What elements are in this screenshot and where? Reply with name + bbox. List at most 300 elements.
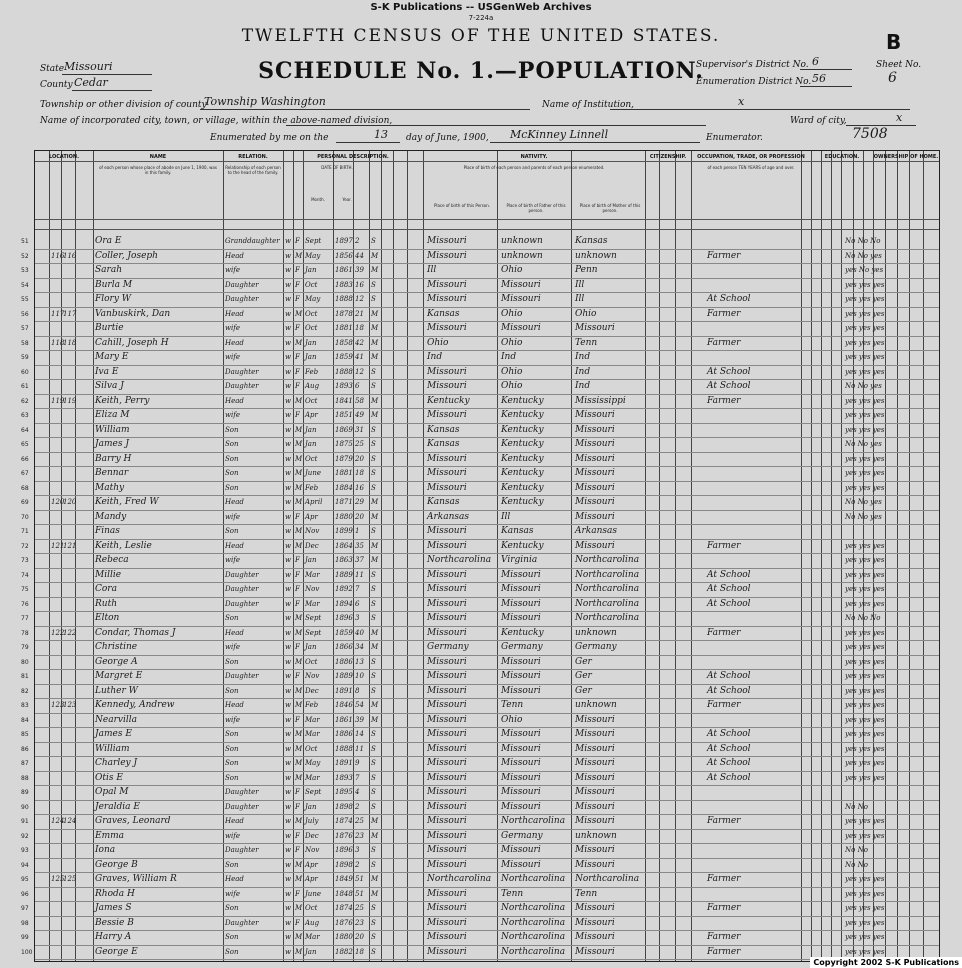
cell-m: Jan: [305, 425, 317, 434]
cell-name: Ruth: [95, 598, 117, 609]
cell-bm: Northcarolina: [575, 555, 640, 565]
cell-bm: Missouri: [575, 439, 615, 449]
cell-c: w: [285, 817, 291, 825]
cell-occ: Farmer: [707, 932, 741, 942]
cell-name: Graves, William R: [95, 874, 177, 884]
row-number: 52: [21, 252, 29, 260]
cell-ms: M: [371, 556, 379, 564]
cell-bm: Ind: [575, 366, 591, 377]
cell-ms: M: [371, 324, 379, 332]
cell-m: Mar: [305, 933, 320, 941]
cell-a: 23: [355, 831, 364, 840]
cell-bp: Missouri: [427, 685, 467, 696]
cell-m: Apr: [305, 512, 318, 521]
cell-name: Harry A: [95, 932, 132, 942]
cell-occ: Farmer: [707, 874, 741, 884]
cell-rel: Daughter: [225, 295, 259, 303]
cell-occ: Farmer: [707, 627, 741, 638]
cell-bp: Missouri: [427, 453, 467, 464]
cell-bf: Missouri: [501, 569, 541, 580]
cell-s: F: [295, 367, 300, 376]
cell-bf: Missouri: [501, 845, 541, 855]
cell-dw: 119: [51, 396, 65, 405]
cell-rel: Son: [225, 730, 239, 738]
cell-bp: Kansas: [427, 497, 460, 507]
row-number: 81: [21, 673, 29, 680]
cell-ms: M: [371, 498, 379, 506]
cell-bm: Ger: [575, 685, 592, 696]
cell-name: Millie: [95, 569, 122, 580]
cell-y: 1886: [335, 730, 353, 738]
cell-c: w: [285, 367, 291, 376]
cell-m: June: [305, 889, 321, 898]
cell-bf: Kentucky: [501, 627, 544, 638]
cell-rel: Head: [225, 498, 244, 506]
cell-m: Sept: [305, 237, 322, 245]
cell-ms: S: [371, 469, 376, 477]
cell-ed: yes yes yes: [845, 759, 885, 767]
cell-ms: S: [371, 730, 376, 738]
cell-s: F: [295, 382, 300, 390]
cell-bf: Kentucky: [501, 468, 544, 478]
cell-rel: Son: [225, 759, 239, 767]
row-number: 69: [21, 499, 29, 506]
cell-occ: Farmer: [707, 700, 741, 710]
cell-m: Oct: [305, 396, 318, 405]
cell-a: 34: [355, 643, 364, 651]
cell-occ: At School: [707, 366, 751, 377]
cell-ms: S: [371, 237, 376, 245]
cell-name: Flory W: [95, 294, 132, 304]
row-number: 96: [21, 890, 29, 898]
cell-rel: Head: [225, 338, 244, 347]
cell-bp: Missouri: [427, 787, 467, 797]
cell-a: 9: [355, 759, 360, 767]
cell-bp: Missouri: [427, 627, 467, 638]
cell-c: w: [285, 875, 291, 883]
cell-m: Jan: [305, 947, 317, 956]
cell-rel: Head: [225, 251, 244, 260]
cell-a: 42: [355, 338, 364, 347]
cell-s: M: [295, 527, 303, 535]
group-ownership: OWNERSHIP OF HOME.: [873, 154, 939, 160]
cell-bf: Kentucky: [501, 395, 544, 406]
cell-ed: yes yes yes: [845, 324, 885, 332]
cell-ed: yes No yes: [845, 266, 884, 274]
cell-name: Keith, Perry: [95, 395, 150, 406]
cell-rel: Daughter: [225, 918, 259, 927]
cell-m: Feb: [305, 367, 319, 376]
cell-y: 1880: [335, 933, 353, 941]
cell-name: James E: [95, 729, 132, 739]
cell-ms: M: [371, 701, 379, 709]
group-relation: RELATION.: [238, 154, 268, 160]
stamp-number: 7508: [852, 126, 888, 142]
cell-bp: Missouri: [427, 772, 467, 783]
birth-father-note: Place of birth of Father of this person.: [506, 203, 566, 213]
row-number: 68: [21, 484, 29, 492]
cell-bp: Missouri: [427, 294, 467, 304]
cell-bm: Missouri: [575, 511, 615, 522]
cell-dw: 116: [51, 251, 65, 260]
cell-s: F: [295, 353, 300, 361]
row-number: 97: [21, 905, 29, 912]
cell-bp: Ind: [427, 352, 443, 362]
cell-rel: Head: [225, 309, 244, 318]
row-number: 71: [21, 528, 29, 535]
cell-s: F: [295, 570, 300, 579]
row-number: 64: [21, 426, 29, 434]
cell-m: Jan: [305, 556, 317, 564]
cell-bm: Tenn: [575, 888, 598, 899]
cell-m: June: [305, 469, 321, 477]
cell-bp: Missouri: [427, 743, 467, 754]
cell-ed: yes yes yes: [845, 396, 885, 405]
cell-name: Mary E: [95, 352, 129, 362]
cell-s: M: [295, 251, 303, 260]
cell-bf: Northcarolina: [501, 932, 566, 942]
cell-a: 3: [355, 846, 360, 854]
row-number: 99: [21, 934, 29, 941]
publisher-sub: 7-224a: [468, 14, 494, 22]
group-personal: PERSONAL DESCRIPTION.: [317, 154, 389, 160]
relation-note: Relationship of each person to the head of the family.: [225, 165, 281, 175]
row-number: 70: [21, 513, 29, 521]
cell-c: w: [285, 324, 291, 332]
cell-ms: S: [371, 367, 376, 376]
cell-y: 1898: [335, 860, 353, 869]
group-education: EDUCATION.: [824, 154, 860, 160]
cell-m: Mar: [305, 773, 320, 782]
cell-a: 7: [355, 585, 360, 593]
cell-s: M: [295, 904, 303, 912]
cell-ed: yes yes yes: [845, 338, 885, 347]
cell-ed: No No: [845, 846, 868, 854]
cell-ms: S: [371, 599, 376, 608]
cell-m: Mar: [305, 730, 320, 738]
cell-a: 12: [355, 295, 364, 303]
row-number: 100: [21, 948, 33, 956]
cell-c: w: [285, 309, 291, 318]
cell-a: 29: [355, 498, 364, 506]
row-number: 55: [21, 296, 29, 303]
cell-rel: Son: [225, 614, 239, 622]
cell-bf: Virginia: [501, 555, 538, 565]
cell-y: 1898: [335, 802, 353, 811]
cell-ed: yes yes yes: [845, 454, 885, 463]
cell-ms: M: [371, 512, 379, 521]
schedule-letter: B: [886, 30, 902, 54]
cell-ms: M: [371, 817, 379, 825]
cell-ed: No No yes: [845, 382, 882, 390]
cell-fam: 121: [63, 541, 77, 550]
cell-bf: Missouri: [501, 787, 541, 797]
cell-c: w: [285, 628, 291, 637]
cell-ed: No No yes: [845, 498, 882, 506]
cell-y: 1882: [335, 947, 353, 956]
cell-bm: Missouri: [575, 323, 615, 333]
cell-a: 39: [355, 715, 364, 724]
cell-bf: Missouri: [501, 801, 541, 812]
cell-occ: At School: [707, 381, 751, 391]
cell-rel: wife: [225, 411, 240, 419]
name-note: of each person whose place of abode on June 1, 1900, was in this family.: [99, 165, 217, 175]
cell-a: 25: [355, 904, 364, 912]
cell-s: F: [295, 672, 300, 680]
cell-s: M: [295, 440, 303, 448]
cell-a: 12: [355, 367, 364, 376]
cell-bm: Ger: [575, 656, 592, 667]
cell-a: 25: [355, 817, 364, 825]
cell-bp: Missouri: [427, 584, 467, 594]
cell-bp: Missouri: [427, 656, 467, 667]
cell-y: 1892: [335, 585, 353, 593]
row-number: 63: [21, 412, 29, 419]
cell-name: Coller, Joseph: [95, 250, 158, 261]
cell-c: w: [285, 599, 291, 608]
cell-ed: No No yes: [845, 440, 882, 448]
cell-ms: S: [371, 527, 376, 535]
cell-rel: wife: [225, 643, 240, 651]
nativity-note: Place of birth of each person and parents of each person enumerated.: [463, 165, 605, 170]
cell-occ: Farmer: [707, 903, 741, 913]
cell-ms: S: [371, 846, 376, 854]
cell-rel: Son: [225, 933, 239, 941]
cell-bp: Arkansas: [427, 511, 470, 522]
cell-m: Feb: [305, 701, 319, 709]
cell-m: Dec: [305, 541, 319, 550]
cell-dw: 117: [51, 309, 65, 318]
cell-bm: Missouri: [575, 453, 615, 464]
cell-bf: Missouri: [501, 598, 541, 609]
cell-ms: M: [371, 875, 379, 883]
cell-s: F: [295, 715, 300, 724]
group-name: NAME: [149, 154, 167, 160]
cell-bm: Missouri: [575, 540, 615, 551]
group-location: LOCATION.: [48, 154, 79, 160]
cell-ed: No No No: [845, 237, 881, 245]
cell-dw: 125: [51, 875, 65, 883]
cell-m: Nov: [305, 846, 320, 854]
month-note: Month.: [311, 197, 325, 202]
cell-bp: Northcarolina: [427, 874, 492, 884]
state-value: Missouri: [64, 60, 113, 73]
cell-a: 4: [355, 788, 360, 796]
cell-y: 1880: [335, 512, 353, 521]
row-number: 57: [21, 325, 29, 332]
cell-c: w: [285, 382, 291, 390]
cell-bf: Tenn: [501, 888, 524, 899]
cell-m: Dec: [305, 831, 319, 840]
cell-c: w: [285, 483, 291, 492]
cell-a: 18: [355, 469, 364, 477]
cell-occ: Farmer: [707, 308, 741, 319]
cell-occ: At School: [707, 598, 751, 609]
cell-occ: At School: [707, 743, 751, 754]
cell-bp: Kansas: [427, 439, 460, 449]
cell-name: Burla M: [95, 279, 133, 290]
cell-bm: Missouri: [575, 410, 615, 420]
cell-y: 1884: [335, 483, 353, 492]
cell-fam: 122: [63, 628, 77, 637]
cell-occ: At School: [707, 772, 751, 783]
cell-ed: yes yes yes: [845, 730, 885, 738]
cell-c: w: [285, 614, 291, 622]
cell-bp: Missouri: [427, 540, 467, 551]
cell-bm: Northcarolina: [575, 569, 640, 580]
cell-ms: M: [371, 715, 379, 724]
cell-bp: Kentucky: [427, 395, 470, 406]
cell-ed: yes yes yes: [845, 643, 885, 651]
cell-rel: wife: [225, 831, 240, 840]
cell-y: 1889: [335, 672, 353, 680]
cell-a: 2: [355, 860, 360, 869]
cell-bf: Kentucky: [501, 482, 544, 493]
cell-y: 1841: [335, 396, 353, 405]
cell-occ: Farmer: [707, 250, 741, 261]
row-number: 66: [21, 455, 29, 463]
cell-bm: Penn: [575, 265, 598, 275]
cell-bf: unknown: [501, 236, 543, 246]
cell-s: M: [295, 860, 303, 869]
cell-a: 7: [355, 773, 360, 782]
cell-rel: Son: [225, 947, 239, 956]
cell-s: M: [295, 875, 303, 883]
row-number: 86: [21, 745, 29, 753]
page-title: TWELFTH CENSUS OF THE UNITED STATES.: [241, 26, 721, 46]
cell-ed: No No yes: [845, 251, 882, 260]
cell-name: Mathy: [95, 482, 125, 493]
cell-c: w: [285, 701, 291, 709]
cell-s: M: [295, 773, 303, 782]
row-number: 84: [21, 716, 29, 724]
cell-bf: Northcarolina: [501, 946, 566, 957]
cell-c: w: [285, 425, 291, 434]
cell-fam: 119: [63, 396, 77, 405]
cell-ms: S: [371, 744, 376, 753]
cell-a: 14: [355, 730, 364, 738]
institution-value: x: [738, 95, 745, 108]
cell-ms: S: [371, 657, 376, 666]
cell-rel: Head: [225, 875, 244, 883]
row-number: 87: [21, 760, 29, 767]
cell-bf: Ohio: [501, 381, 523, 391]
cell-bp: Ill: [427, 265, 437, 275]
cell-s: M: [295, 309, 303, 318]
row-number: 76: [21, 600, 29, 608]
cell-a: 11: [355, 570, 364, 579]
cell-bf: Kentucky: [501, 497, 544, 507]
cell-c: w: [285, 643, 291, 651]
cell-c: w: [285, 918, 291, 927]
cell-ms: M: [371, 411, 379, 419]
cell-ms: S: [371, 672, 376, 680]
cell-name: Iva E: [95, 366, 119, 377]
cell-m: Oct: [305, 657, 318, 666]
cell-m: Dec: [305, 686, 319, 695]
cell-a: 2: [355, 237, 360, 245]
cell-a: 51: [355, 889, 364, 898]
cell-ed: yes yes yes: [845, 483, 885, 492]
cell-c: w: [285, 440, 291, 448]
cell-fam: 118: [63, 338, 77, 347]
cell-ms: S: [371, 918, 376, 927]
cell-m: Sept: [305, 614, 322, 622]
cell-name: Sarah: [95, 265, 122, 275]
cell-ms: M: [371, 541, 379, 550]
cell-ed: yes yes yes: [845, 831, 885, 840]
cell-name: William: [95, 424, 130, 435]
row-number: 78: [21, 629, 29, 637]
cell-bf: Missouri: [501, 859, 541, 870]
cell-name: Burtie: [95, 323, 124, 333]
cell-bf: Northcarolina: [501, 917, 566, 928]
cell-bp: Missouri: [427, 366, 467, 377]
cell-c: w: [285, 904, 291, 912]
cell-y: 1888: [335, 367, 353, 376]
cell-ed: No No No: [845, 614, 881, 622]
cell-name: Charley J: [95, 758, 138, 768]
cell-y: 1899: [335, 527, 353, 535]
cell-bf: Kansas: [501, 526, 534, 536]
cell-rel: Son: [225, 527, 239, 535]
birth-mother-note: Place of birth of Mother of this person.: [579, 203, 641, 213]
cell-rel: wife: [225, 715, 240, 724]
cell-rel: Daughter: [225, 802, 259, 811]
cell-ms: M: [371, 353, 379, 361]
cell-bp: Missouri: [427, 598, 467, 609]
cell-c: w: [285, 802, 291, 811]
cell-ed: yes yes yes: [845, 875, 885, 883]
cell-y: 1848: [335, 889, 353, 898]
ward-value: x: [896, 111, 903, 124]
enumeration-value: 56: [812, 72, 826, 85]
cell-rel: Daughter: [225, 382, 259, 390]
cell-dw: 120: [51, 498, 65, 506]
cell-ed: yes yes yes: [845, 744, 885, 753]
cell-m: Jan: [305, 802, 317, 811]
cell-s: F: [295, 295, 300, 303]
cell-rel: Daughter: [225, 788, 259, 796]
cell-ed: yes yes yes: [845, 367, 885, 376]
cell-bm: Missouri: [575, 714, 615, 725]
row-number: 92: [21, 832, 29, 840]
township-label: Township or other division of county: [40, 100, 207, 110]
cell-name: Bessie B: [95, 917, 134, 928]
cell-a: 2: [355, 802, 360, 811]
cell-rel: Son: [225, 904, 239, 912]
cell-m: Nov: [305, 585, 320, 593]
cell-ed: yes yes yes: [845, 295, 885, 303]
cell-c: w: [285, 846, 291, 854]
cell-c: w: [285, 353, 291, 361]
cell-s: M: [295, 817, 303, 825]
cell-ms: M: [371, 251, 379, 260]
cell-s: F: [295, 643, 300, 651]
cell-bp: Missouri: [427, 482, 467, 493]
cell-c: w: [285, 570, 291, 579]
cell-s: F: [295, 788, 300, 796]
cell-bf: unknown: [501, 250, 543, 261]
cell-c: w: [285, 295, 291, 303]
cell-dw: 118: [51, 338, 65, 347]
cell-c: w: [285, 396, 291, 405]
cell-rel: Son: [225, 454, 239, 463]
row-number: 89: [21, 789, 29, 796]
cell-m: Nov: [305, 527, 320, 535]
cell-fam: 117: [63, 309, 77, 318]
cell-occ: At School: [707, 685, 751, 696]
